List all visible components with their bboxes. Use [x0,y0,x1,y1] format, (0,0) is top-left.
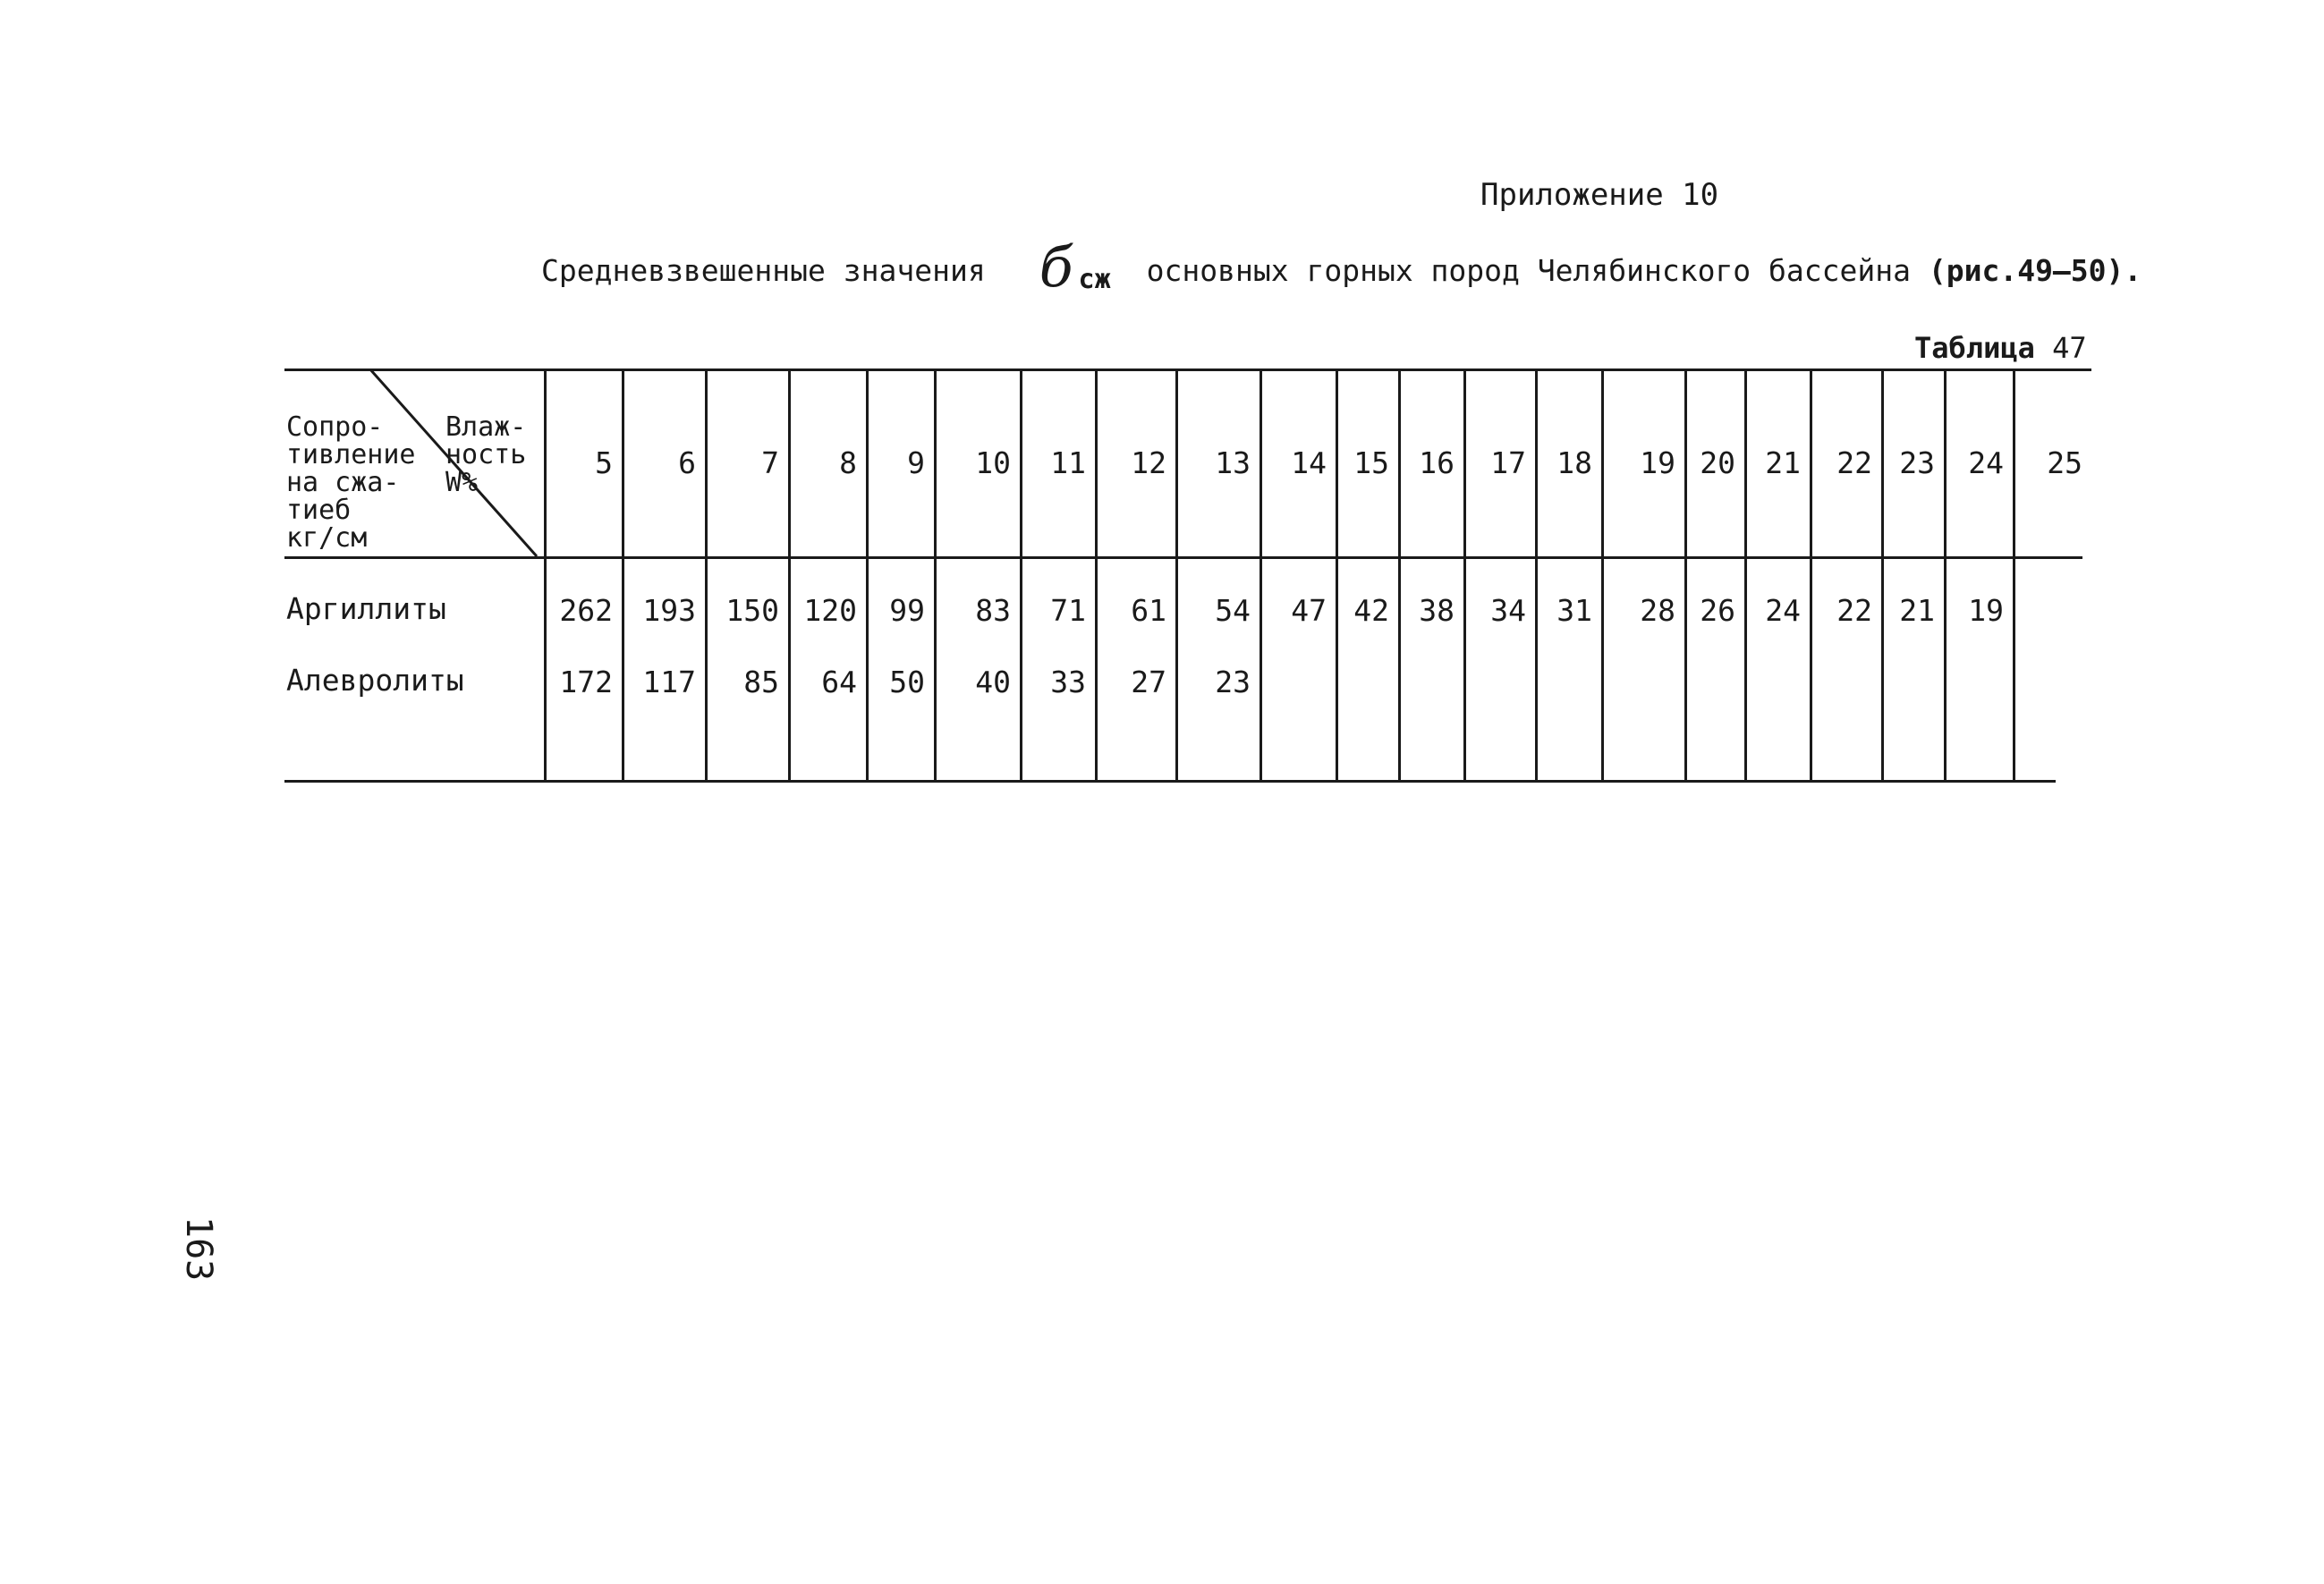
table-cell [1336,659,1398,704]
table-cell [1944,659,2013,704]
table-cell: 27 [1131,664,1166,699]
sigma-symbol: б [1039,234,1073,300]
column-header: 21 [1765,445,1801,480]
table-cell: 193 [642,592,696,628]
column-header: 19 [1640,445,1675,480]
table-cell [1260,659,1336,704]
table-cell: 262 [559,592,613,628]
column-header: 16 [1419,445,1455,480]
title-text-after: основных горных пород Челябинского бассейна [1146,253,1911,288]
table-cell: 26 [1700,592,1735,628]
table-cell: 34 [1490,592,1526,628]
row-label: Алевролиты [286,663,464,698]
sigma-subscript: сж [1078,264,1111,295]
column-header: 7 [761,445,779,480]
table-cell: 85 [743,664,779,699]
table-cell: 21 [1899,592,1935,628]
corner-right-label: Влаж- ность W% [445,411,527,498]
table-rule [284,556,2082,559]
table-cell [2013,659,2091,704]
table-cell: 83 [975,592,1011,628]
table-cell: 120 [803,592,857,628]
table-corner-header [284,368,544,556]
column-header: 24 [1968,445,2004,480]
column-header: 18 [1556,445,1592,480]
table-cell: 28 [1640,592,1675,628]
table-cell: 64 [821,664,857,699]
column-header: 23 [1899,445,1935,480]
table-caption [1914,331,2087,365]
document-title [541,234,2142,300]
table-cell: 40 [975,664,1011,699]
table-cell: 47 [1291,592,1327,628]
column-header: 6 [678,445,696,480]
table-cell [1810,659,1881,704]
data-table [284,368,2091,789]
table-cell: 38 [1419,592,1455,628]
column-header: 15 [1353,445,1389,480]
table-cell: 42 [1353,592,1389,628]
table-cell: 71 [1050,592,1086,628]
table-cell [1535,659,1601,704]
table-cell: 50 [889,664,925,699]
row-label: Аргиллиты [286,591,446,626]
appendix-label: Приложение 10 [1480,177,1719,213]
column-header: 22 [1836,445,1872,480]
corner-left-label: Сопро- тивление на сжа- тиеб кг/см [286,411,416,554]
table-cell: 99 [889,592,925,628]
page-number: 163 [178,1216,219,1282]
column-header: 9 [907,445,925,480]
table-cell: 22 [1836,592,1872,628]
column-header: 14 [1291,445,1327,480]
figure-reference: (рис.49–50). [1928,253,2142,288]
title-text-before: Средневзвешенные значения [541,253,986,288]
table-cell: 117 [642,664,696,699]
table-cell: 19 [1968,592,2004,628]
table-cell [1601,659,1684,704]
table-cell: 24 [1765,592,1801,628]
table-cell [1881,659,1944,704]
column-header: 13 [1215,445,1251,480]
table-cell: 172 [559,664,613,699]
column-header: 10 [975,445,1011,480]
column-header: 17 [1490,445,1526,480]
table-cell: 54 [1215,592,1251,628]
table-cell: 61 [1131,592,1166,628]
column-header: 25 [2047,445,2082,480]
table-cell: 150 [725,592,779,628]
table-rule [284,780,2056,783]
column-header: 5 [595,445,613,480]
table-cell: 31 [1556,592,1592,628]
column-header: 20 [1700,445,1735,480]
table-cell [2013,588,2091,632]
table-caption-number: 47 [2052,331,2087,365]
table-cell [1463,659,1535,704]
table-cell [1398,659,1463,704]
table-cell: 23 [1215,664,1251,699]
table-caption-word: Таблица [1914,331,2035,365]
column-header: 12 [1131,445,1166,480]
table-cell: 33 [1050,664,1086,699]
table-cell [1684,659,1744,704]
column-header: 8 [839,445,857,480]
table-cell [1744,659,1810,704]
column-header: 11 [1050,445,1086,480]
